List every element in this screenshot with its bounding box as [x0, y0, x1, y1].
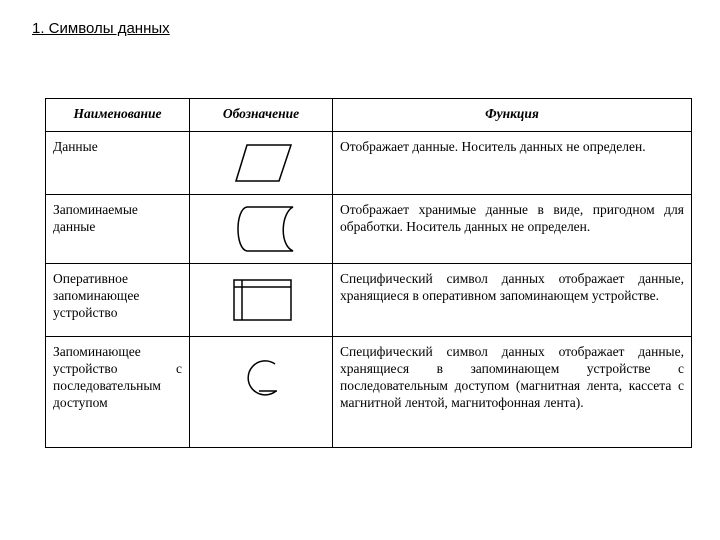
- row-function: Специфический символ данных отображает данные, хранящиеся в оперативном запоминающем устройстве.: [333, 264, 692, 337]
- sequential-access-icon: [221, 343, 301, 403]
- table-header-row: [46, 99, 692, 132]
- row-symbol: [190, 264, 333, 337]
- internal-storage-icon: [221, 270, 301, 330]
- stored-data-icon: [221, 201, 301, 257]
- slide-title: 1. Символы данных: [32, 20, 170, 37]
- header-symbol: Обозначение: [190, 99, 333, 132]
- row-symbol: [190, 132, 333, 195]
- row-name: Запоминающее устройство с последовательным доступом: [46, 337, 190, 448]
- data-symbols-table: [45, 98, 692, 448]
- table-row: [46, 337, 692, 448]
- row-function: Отображает хранимые данные в виде, пригодном для обработки. Носитель данных не определен.: [333, 195, 692, 264]
- row-symbol: [190, 195, 333, 264]
- row-name: Запоминаемые данные: [46, 195, 190, 264]
- row-name: Данные: [46, 132, 190, 195]
- row-function: Отображает данные. Носитель данных не определен.: [333, 132, 692, 195]
- table-row: [46, 264, 692, 337]
- parallelogram-icon: [221, 138, 301, 188]
- header-name: Наименование: [46, 99, 190, 132]
- row-function: Специфический символ данных отображает данные, хранящиеся в запоминающем устройстве с последовательным доступом (магнитная лента, кассета с магнитной лентой, магнитофонная лента).: [333, 337, 692, 448]
- table-row: [46, 132, 692, 195]
- row-name: Оперативное запоминающее устройство: [46, 264, 190, 337]
- header-function: Функция: [333, 99, 692, 132]
- table-row: [46, 195, 692, 264]
- row-symbol: [190, 337, 333, 448]
